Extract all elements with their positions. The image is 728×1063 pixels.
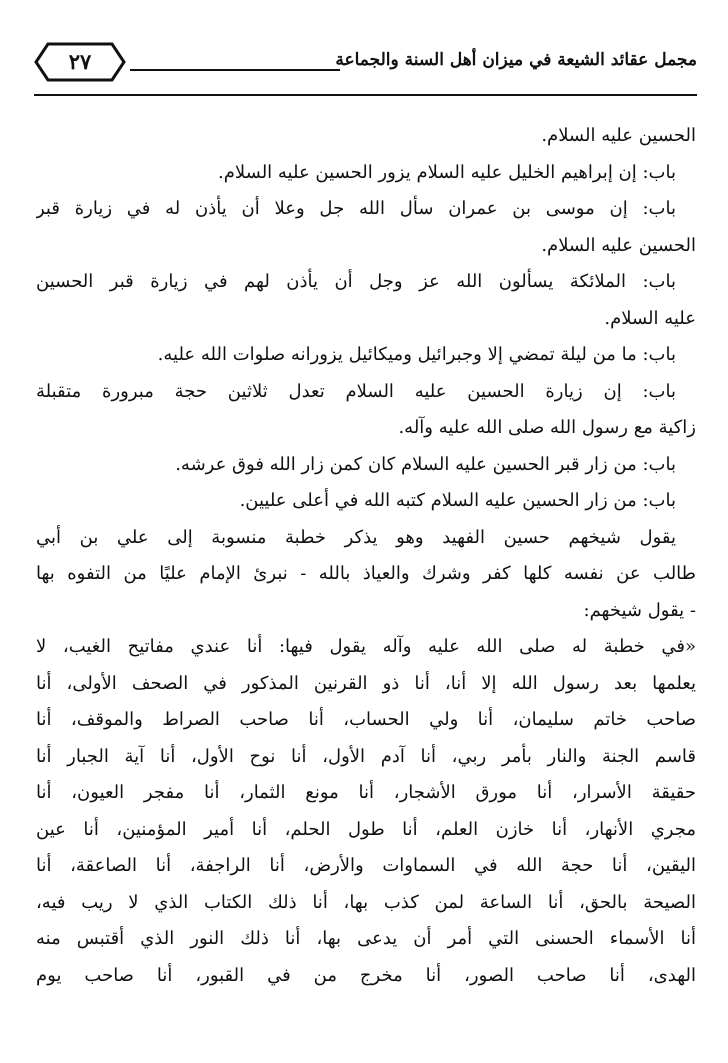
text-line: باب: من زار الحسين عليه السلام كتبه الله في أعلى عليين. — [239, 490, 676, 511]
text-line: اليقين، أنا حجة الله في السماوات والأرض، أنا الراجفة، أنا الصاعقة، أنا — [36, 855, 696, 876]
text-line: - يقول شيخهم: — [583, 599, 696, 621]
text-line: مجري الأنهار، أنا خازن العلم، أنا طول الحلم، أنا أمير المؤمنين، أنا عين — [36, 818, 696, 840]
header-rule — [130, 69, 340, 71]
text-line: أنا الأسماء الحسنى التي أمر أن يدعى بها، أنا ذلك النور الذي أقتبس منه — [36, 928, 696, 949]
text-line: يقول شيخهم حسين الفهيد وهو يذكر خطبة منسوبة إلى علي بن أبي — [36, 526, 676, 548]
page-body — [36, 118, 696, 994]
text-line: «في خطبة له صلى الله عليه وآله يقول فيها: أنا عندي مفاتيح الغيب، لا — [36, 636, 696, 657]
text-line: باب: ما من ليلة تمضي إلا وجبرائيل وميكائيل يزورانه صلوات الله عليه. — [157, 344, 676, 365]
text-line: الصيحة بالحق، أنا الساعة لمن كذب بها، أنا ذلك الكتاب الذي لا ريب فيه، — [36, 891, 696, 913]
running-title: مجمل عقائد الشيعة في ميزان أهل السنة والجماعة — [335, 50, 697, 70]
text-line: حقيقة الأسرار، أنا مورق الأشجار، أنا مونع الثمار، أنا مفجر العيون، أنا — [36, 782, 696, 803]
text-line: باب: الملائكة يسألون الله عز وجل أن يأذن لهم في زيارة قبر الحسين — [36, 271, 676, 292]
text-line: يعلمها بعد رسول الله إلا أنا، أنا ذو القرنين المذكور في الصحف الأولى، أنا — [36, 672, 696, 694]
text-line: باب: إن إبراهيم الخليل عليه السلام يزور الحسين عليه السلام. — [218, 161, 676, 183]
text-line: طالب عن نفسه كلها كفر وشرك والعياذ بالله - نبرئ الإمام عليًا من التفوه بها — [36, 563, 696, 584]
text-line: زاكية مع رسول الله صلى الله عليه وآله. — [398, 417, 696, 438]
page-number-box — [34, 42, 126, 82]
text-line: قاسم الجنة والنار بأمر ربي، أنا آدم الأول، أنا نوح الأول، أنا آية الجبار أنا — [36, 745, 696, 767]
text-line: الحسين عليه السلام. — [541, 125, 696, 146]
text-line: عليه السلام. — [604, 307, 696, 329]
text-line: صاحب خاتم سليمان، أنا ولي الحساب، أنا صاحب الصراط والموقف، أنا — [36, 709, 696, 730]
text-line: الهدى، أنا صاحب الصور، أنا مخرج من في القبور، أنا صاحب يوم — [36, 964, 696, 986]
text-line: باب: إن موسى بن عمران سأل الله جل وعلا أن يأذن له في زيارة قبر — [36, 198, 676, 219]
text-line: باب: من زار قبر الحسين عليه السلام كان كمن زار الله فوق عرشه. — [175, 453, 676, 475]
page-header — [34, 30, 697, 96]
text-line: الحسين عليه السلام. — [541, 234, 696, 256]
text-line: باب: إن زيارة الحسين عليه السلام تعدل ثلاثين حجة مبرورة متقبلة — [36, 380, 676, 402]
page-number: ٢٧ — [68, 49, 92, 74]
